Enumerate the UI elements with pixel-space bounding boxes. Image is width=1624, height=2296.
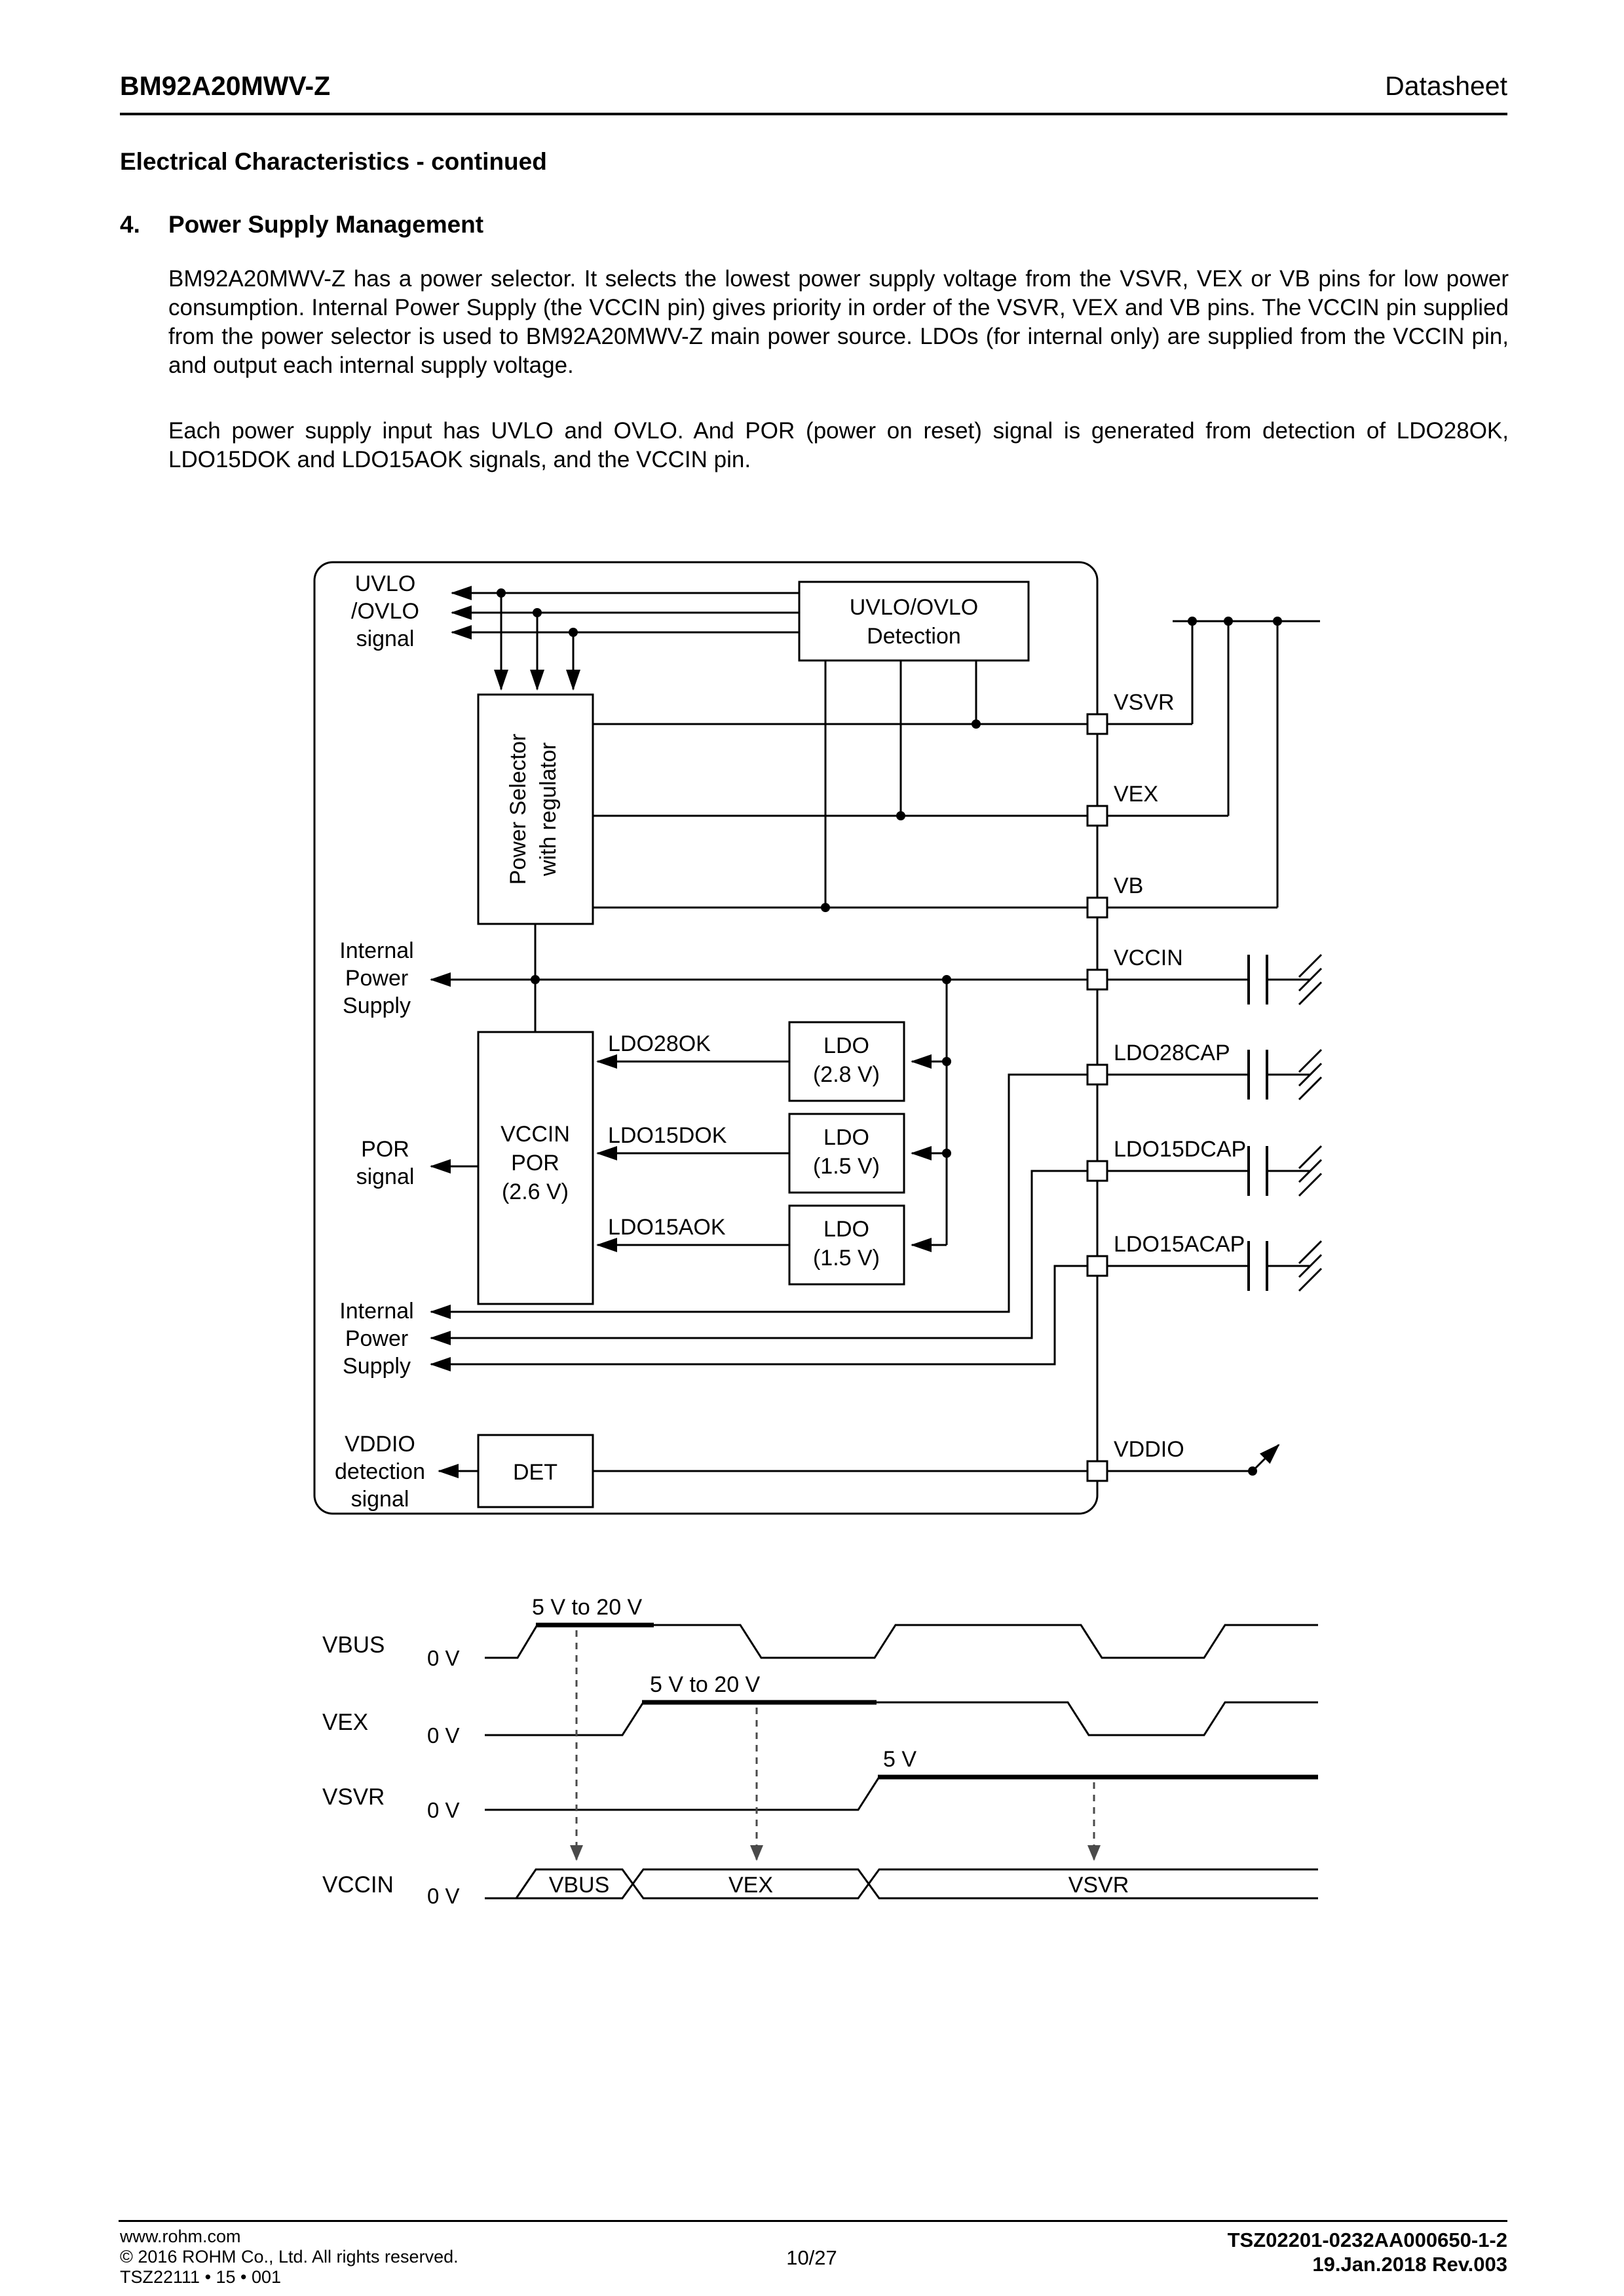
timing-zero-label-vex: 0 V bbox=[427, 1723, 460, 1748]
footer-revision: 19.Jan.2018 Rev.003 bbox=[1312, 2253, 1507, 2276]
vex-annotation: 5 V to 20 V bbox=[650, 1672, 761, 1697]
subsection-heading bbox=[120, 211, 483, 239]
ldo-1v5a-label-1: LDO bbox=[823, 1217, 869, 1242]
ldo-2v8-label-2: (2.8 V) bbox=[812, 1062, 880, 1087]
ldo-1v5a-label-2: (1.5 V) bbox=[812, 1246, 880, 1271]
footer-copyright: © 2016 ROHM Co., Ltd. All rights reserved. bbox=[120, 2247, 459, 2267]
pin-vsvr bbox=[1087, 714, 1107, 734]
pin-vex bbox=[1087, 806, 1107, 826]
timing-row-label-vex: VEX bbox=[322, 1710, 369, 1735]
ok-signal-label-ldo28ok: LDO28OK bbox=[608, 1031, 711, 1056]
uvlo-signal-label-2: /OVLO bbox=[351, 599, 419, 624]
vccin-bus-rail-b bbox=[516, 1869, 1318, 1898]
vccin-segment-label-vsvr: VSVR bbox=[1068, 1873, 1129, 1898]
internal-supply-top-label-2: Power bbox=[345, 966, 409, 991]
internal-supply-bottom-label-1: Internal bbox=[339, 1299, 414, 1324]
det-box-label: DET bbox=[513, 1460, 557, 1485]
vddio-detection-label-2: detection bbox=[335, 1459, 425, 1484]
pin-ldo15acap bbox=[1087, 1256, 1107, 1276]
body-paragraph-1: BM92A20MWV-Z has a power selector. It selects the lowest power supply voltage from the VSVR, VEX or VB pins for low power consumption. Internal Power Supply (the VCCIN pin) gives priority in order of the VSVR, VEX and VB pins. The VCCIN pin supplied from the power selector is used to BM92A20MWV-Z main power source. LDOs (for internal only) are supplied from the VCCIN pin, and output each internal supply voltage. bbox=[168, 266, 1509, 378]
pin-label-vsvr: VSVR bbox=[1114, 690, 1175, 715]
page-header bbox=[120, 71, 1507, 102]
pin-ldo28cap bbox=[1087, 1065, 1107, 1084]
pin-label-vccin: VCCIN bbox=[1114, 946, 1183, 970]
por-signal-label-1: POR bbox=[361, 1137, 409, 1162]
pin-label-vex: VEX bbox=[1114, 782, 1159, 807]
timing-zero-label-vbus: 0 V bbox=[427, 1646, 460, 1670]
pin-ldo15dcap bbox=[1087, 1161, 1107, 1181]
document-title: BM92A20MWV-Z bbox=[120, 71, 331, 101]
power-selector-label-2: with regulator bbox=[536, 742, 561, 877]
vccin-segment-label-vbus: VBUS bbox=[548, 1873, 610, 1898]
vddio-detection-label-3: signal bbox=[350, 1487, 409, 1512]
pin-vddio bbox=[1087, 1461, 1107, 1481]
timing-row-label-vsvr: VSVR bbox=[322, 1784, 385, 1810]
pin-label-ldo28cap: LDO28CAP bbox=[1114, 1041, 1230, 1065]
internal-supply-bottom-label-3: Supply bbox=[343, 1354, 411, 1379]
internal-supply-top-label-1: Internal bbox=[339, 938, 414, 963]
subsection-number: 4. bbox=[120, 211, 140, 238]
timing-zero-label-vccin: 0 V bbox=[427, 1884, 460, 1908]
detection-box-label-1: UVLO/OVLO bbox=[849, 595, 979, 620]
uvlo-ovlo-detection-box bbox=[799, 582, 1029, 660]
section-heading: Electrical Characteristics - continued bbox=[120, 148, 547, 175]
timing-row-label-vbus: VBUS bbox=[322, 1632, 385, 1658]
ldo-1v5d-label-1: LDO bbox=[823, 1125, 869, 1150]
vsvr-annotation: 5 V bbox=[883, 1747, 917, 1772]
footer-rule bbox=[119, 2220, 1507, 2222]
uvlo-signal-label-1: UVLO bbox=[354, 571, 416, 596]
footer-doc-code: TSZ22111 • 15 • 001 bbox=[120, 2267, 282, 2287]
pin-label-ldo15acap: LDO15ACAP bbox=[1114, 1232, 1245, 1257]
body-paragraph-2: Each power supply input has UVLO and OVLO. And POR (power on reset) signal is generated from detection of LDO28OK, LDO15DOK and LDO15AOK signals, and the VCCIN pin. bbox=[168, 418, 1509, 472]
vccin-por-label-2: POR bbox=[511, 1151, 559, 1176]
footer-page-number: 10/27 bbox=[786, 2246, 837, 2269]
uvlo-signal-label-3: signal bbox=[356, 626, 415, 651]
vsvr-waveform bbox=[485, 1777, 1318, 1810]
footer-left-block bbox=[120, 2227, 459, 2287]
ok-signal-label-ldo15aok: LDO15AOK bbox=[608, 1215, 726, 1240]
footer-ref-number: TSZ02201-0232AA000650-1-2 bbox=[1227, 2229, 1507, 2251]
supply-rail-top bbox=[1107, 617, 1320, 908]
pin-label-ldo15dcap: LDO15DCAP bbox=[1114, 1137, 1247, 1162]
footer-right-block bbox=[1048, 2228, 1507, 2276]
vccin-bus-rail-a bbox=[516, 1869, 1318, 1898]
vddio-detection-label-1: VDDIO bbox=[345, 1432, 415, 1457]
header-rule bbox=[120, 113, 1507, 115]
ldo-1v5d-label-2: (1.5 V) bbox=[812, 1154, 880, 1179]
timing-zero-label-vsvr: 0 V bbox=[427, 1798, 460, 1822]
timing-row-label-vccin: VCCIN bbox=[322, 1872, 394, 1898]
timing-diagram bbox=[322, 1595, 1318, 1908]
pin-vb bbox=[1087, 898, 1107, 917]
internal-supply-top-label-3: Supply bbox=[343, 993, 411, 1018]
vccin-por-label-3: (2.6 V) bbox=[501, 1179, 569, 1204]
power-supply-diagram bbox=[282, 557, 1369, 1953]
document-type-label: Datasheet bbox=[1385, 71, 1507, 101]
vccin-por-label-1: VCCIN bbox=[500, 1122, 570, 1147]
por-signal-label-2: signal bbox=[356, 1164, 415, 1189]
internal-supply-bottom-label-2: Power bbox=[345, 1326, 409, 1351]
footer-website: www.rohm.com bbox=[120, 2227, 241, 2246]
vccin-segment-label-vex: VEX bbox=[728, 1873, 774, 1898]
detection-box-label-2: Detection bbox=[867, 624, 961, 649]
ldo-2v8-label-1: LDO bbox=[823, 1033, 869, 1058]
power-selector-label-1: Power Selector bbox=[506, 733, 531, 885]
pin-label-vddio: VDDIO bbox=[1114, 1437, 1184, 1462]
vex-waveform bbox=[485, 1702, 1318, 1735]
subsection-title: Power Supply Management bbox=[168, 211, 484, 238]
pin-label-vb: VB bbox=[1114, 873, 1144, 898]
ok-signal-label-ldo15dok: LDO15DOK bbox=[608, 1123, 727, 1148]
pin-vccin bbox=[1087, 970, 1107, 989]
vbus-waveform bbox=[485, 1625, 1318, 1658]
vbus-annotation: 5 V to 20 V bbox=[532, 1595, 643, 1620]
